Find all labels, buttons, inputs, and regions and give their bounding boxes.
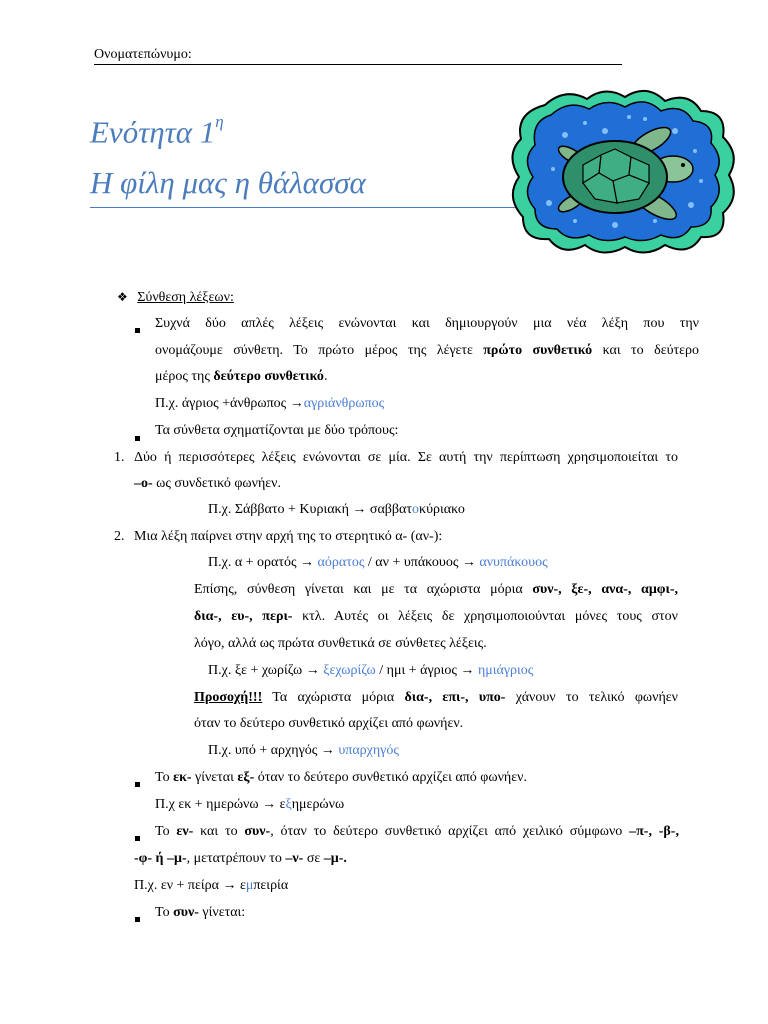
n2-example3: Π.χ. υπό + αρχηγός → υπαρχηγός xyxy=(208,743,399,758)
square-bullet-icon xyxy=(135,909,140,927)
n2-warning-line2: όταν το δεύτερο συνθετικό αρχίζει από φωνήεν. xyxy=(194,716,464,731)
section-heading: ❖ Σύνθεση λέξεων: xyxy=(117,290,234,305)
n2-example2: Π.χ. ξε + χωρίζω → ξεχωρίζω / ημι + άγριος → ημιάγριος xyxy=(208,663,534,678)
diamond-bullet-icon: ❖ xyxy=(117,290,128,304)
b5-line: Το συν- γίνεται: xyxy=(155,905,246,920)
p1-line3: μέρος της δεύτερο συνθετικό. xyxy=(155,369,328,384)
n2-explain-line2: δια-, ευ-, περι- κτλ. Αυτές οι λέξεις δε χρησιμοποιούνται μόνες τους στον xyxy=(194,609,679,624)
square-bullet-icon xyxy=(135,828,140,846)
p1-example: Π.χ. άγριος +άνθρωπος →αγριάνθρωπος xyxy=(155,396,385,411)
name-field[interactable] xyxy=(94,46,622,65)
p1-line1: Συχνά δύο απλές λέξεις ενώνονται και δημιουργούν μια νέα λέξη που την xyxy=(155,316,699,331)
b3-line: Το εκ- γίνεται εξ- όταν το δεύτερο συνθετικό αρχίζει από φωνήεν. xyxy=(155,770,527,785)
title-superscript: η xyxy=(215,112,224,131)
n2-example1: Π.χ. α + ορατός → αόρατος / αν + υπάκουος → ανυπάκουος xyxy=(208,555,548,570)
unit-title: Ενότητα $1^\eta$ xyxy=(90,112,224,150)
list-number-2: 2. xyxy=(114,529,125,544)
square-bullet-icon xyxy=(135,774,140,792)
list-number-1: 1. xyxy=(114,450,125,465)
n2-line1: Μια λέξη παίρνει στην αρχή της το στερητικό α- (αν-): xyxy=(134,529,443,544)
n1-line2: –ο- ως συνδετικό φωνήεν. xyxy=(134,476,282,491)
n2-warning-line1: Προσοχή!!! Τα αχώριστα μόρια δια-, επι-, υπο- χάνουν το τελικό φωνήεν xyxy=(194,690,679,705)
b4-line2: -φ- ή –μ-, μετατρέπουν το –ν- σε –μ-. xyxy=(134,851,347,866)
square-bullet-icon xyxy=(135,428,140,446)
square-bullet-icon xyxy=(135,320,140,338)
b4-example: Π.χ. εν + πείρα → εμπειρία xyxy=(134,878,289,893)
b4-line1: Το εν- και το συν-, όταν το δεύτερο συνθετικό αρχίζει από χειλικό σύμφωνο –π-, -β-, xyxy=(155,824,679,839)
n1-line1: Δύο ή περισσότερες λέξεις ενώνονται σε μία. Σε αυτή την περίπτωση χρησιμοποιείται το xyxy=(134,450,678,465)
sea-turtle-image xyxy=(505,85,741,257)
n2-explain-line3: λόγο, αλλά ως πρώτα συνθετικά σε σύνθετες λέξεις. xyxy=(194,636,487,651)
unit-subtitle: Η φίλη μας η θάλασσα xyxy=(90,165,366,200)
name-label: Ονοματεπώνυμο: xyxy=(94,47,192,62)
p2-line: Τα σύνθετα σχηματίζονται με δύο τρόπους: xyxy=(155,423,399,438)
b3-example: Π.χ εκ + ημερώνω → εξημερώνω xyxy=(155,797,345,812)
p1-line2: ονομάζουμε σύνθετη. Το πρώτο μέρος της λέγετε πρώτο συνθετικό και το δεύτερο xyxy=(155,343,699,358)
n1-example: Π.χ. Σάββατο + Κυριακή → σαββατοκύριακο xyxy=(208,502,465,517)
n2-explain-line1: Επίσης, σύνθεση γίνεται και με τα αχώριστα μόρια συν-, ξε-, ανα-, αμφι-, xyxy=(194,582,679,597)
